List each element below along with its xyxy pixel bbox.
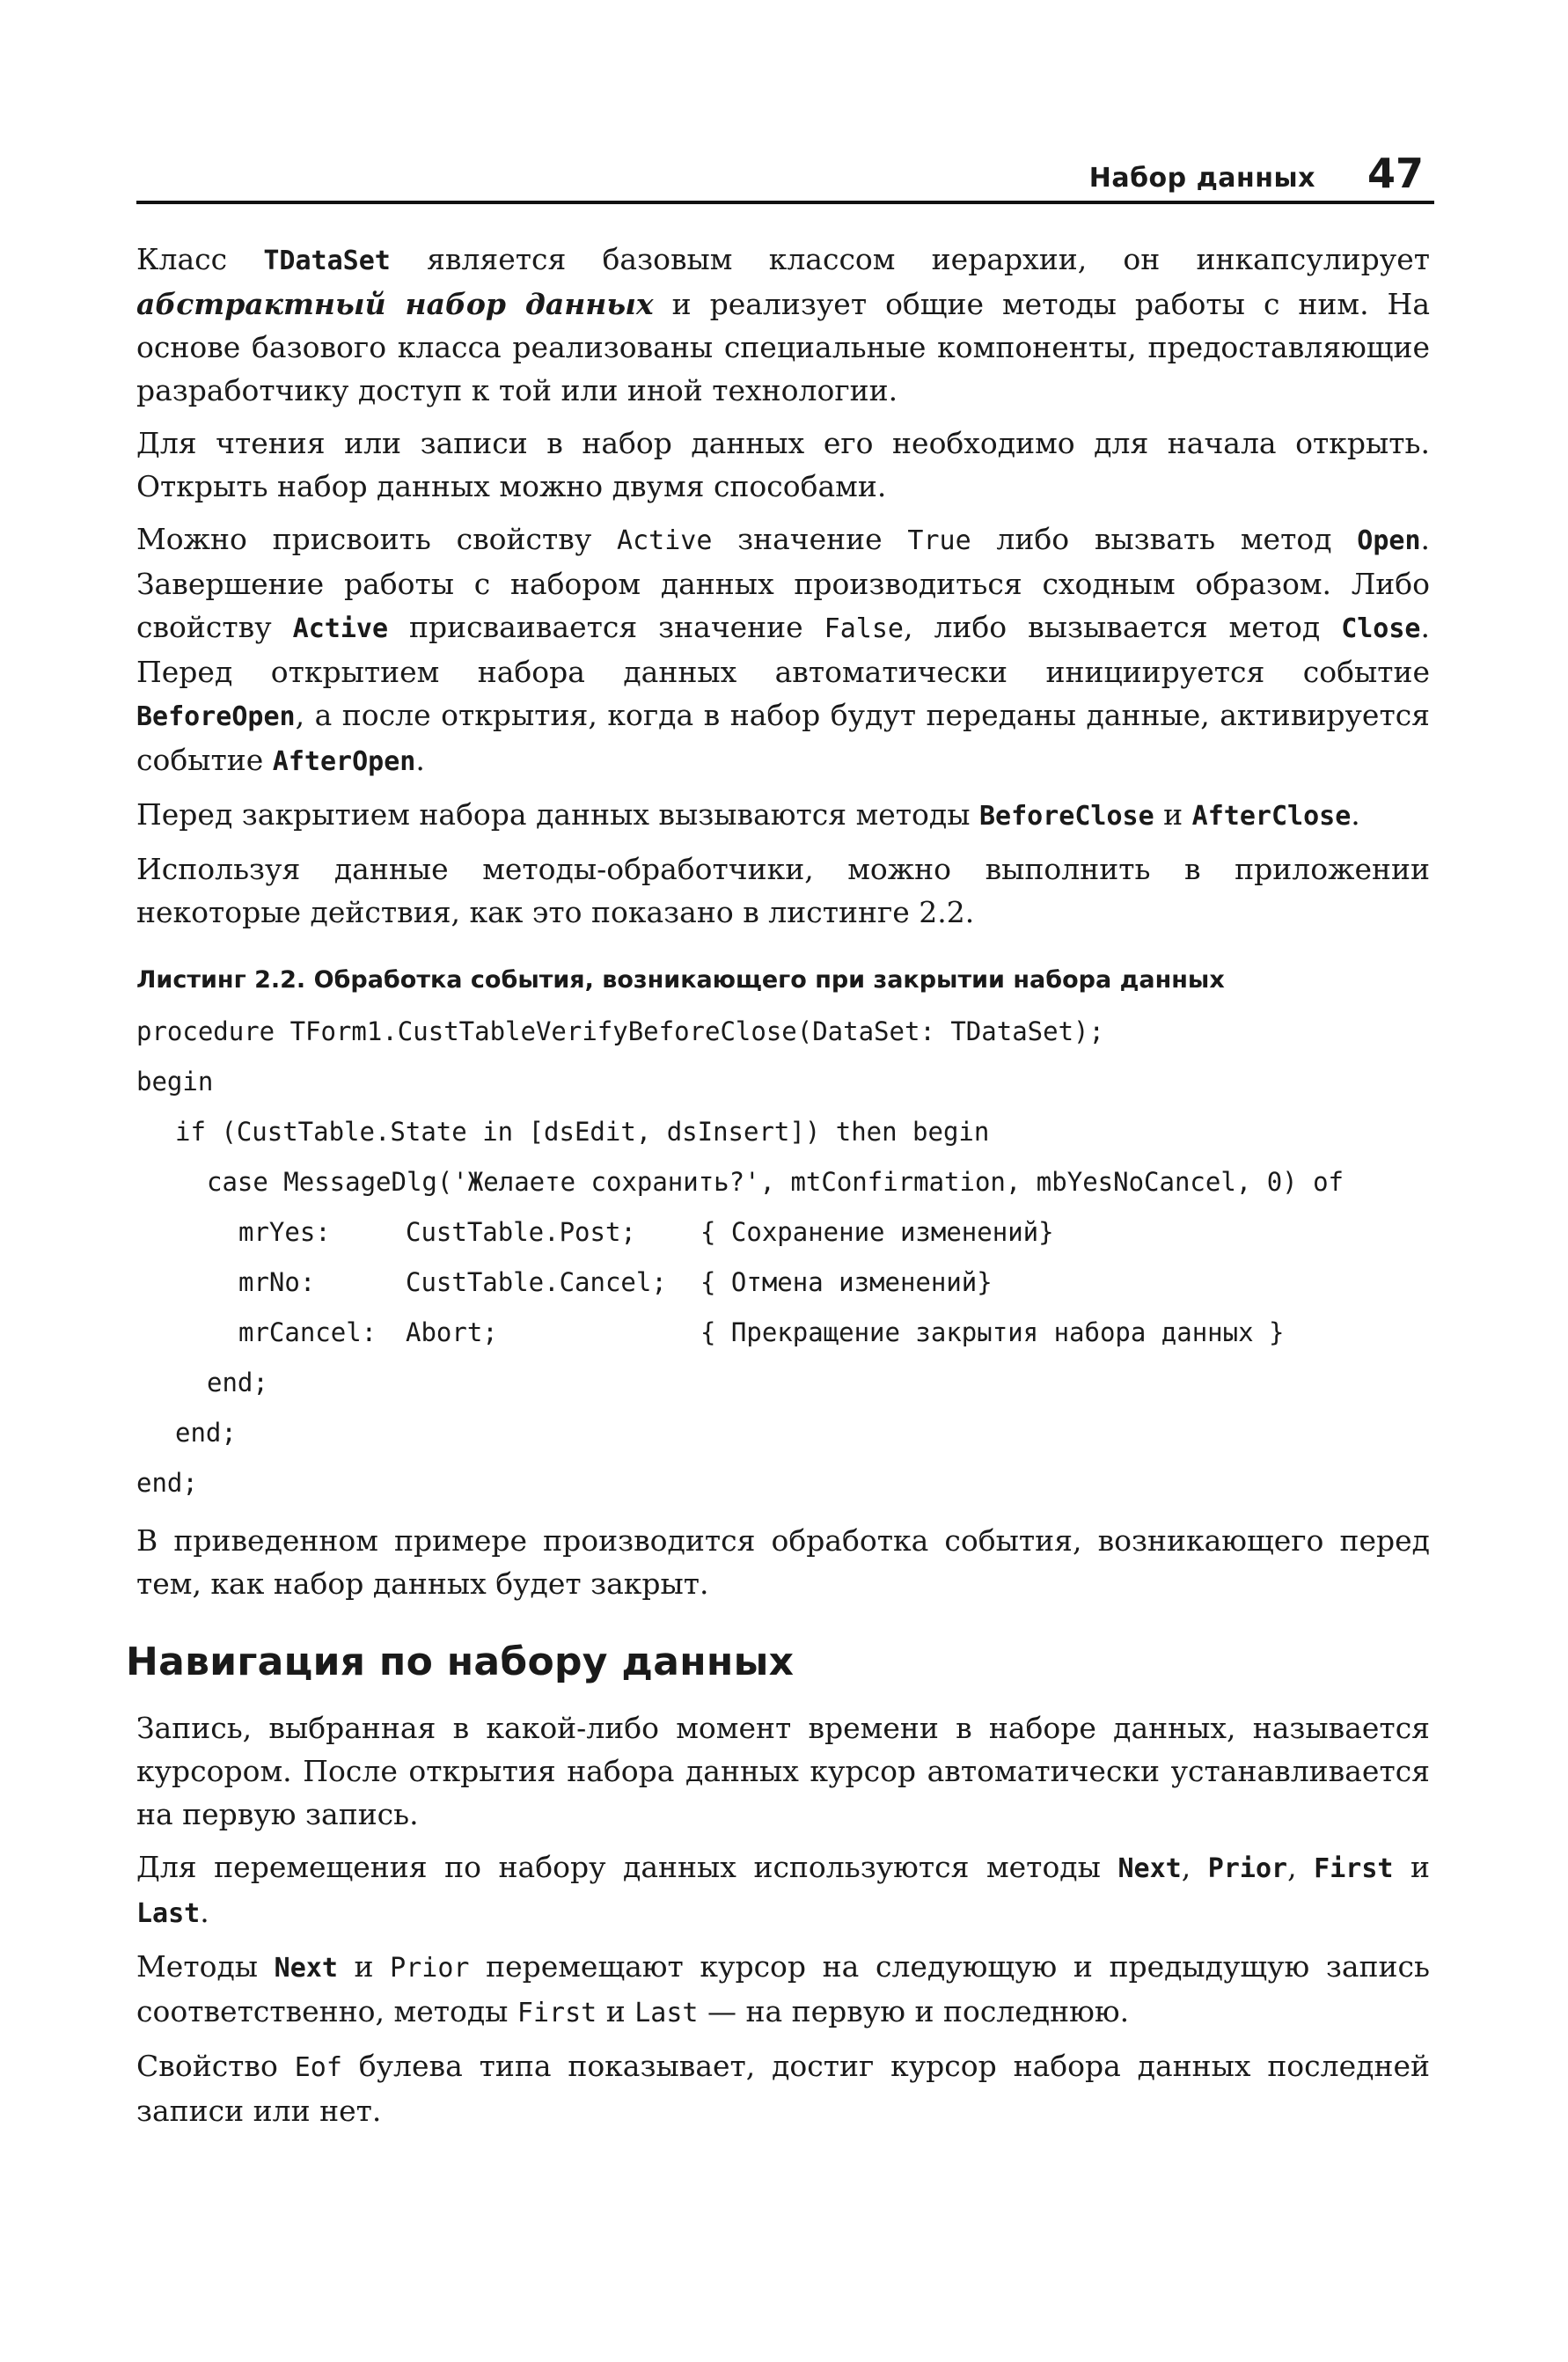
section-heading: Навигация по набору данных [126, 1639, 795, 1684]
text: перемещают курсор на следующую и предыдущую запись соответственно, методы [136, 1949, 1430, 2028]
code-term: Close [1341, 613, 1421, 644]
case-comment: { Прекращение закрытия набора данных } [700, 1317, 1285, 1347]
text: , либо вызывается метод [903, 610, 1342, 644]
case-comment: { Сохранение изменений} [700, 1217, 1054, 1247]
code-term: Prior [390, 1953, 470, 1984]
code-term: True [907, 525, 971, 556]
text: Класс [136, 242, 264, 276]
code-term: Prior [1207, 1853, 1288, 1884]
text: Перед закрытием набора данных вызываются методы [136, 797, 979, 832]
code-line: end; [136, 1468, 198, 1498]
paragraph-nav-methods [136, 1845, 1430, 1935]
text: Свойство [136, 2049, 295, 2083]
code-term: Last [634, 1998, 699, 2028]
code-listing [136, 1007, 1430, 1508]
text: , [1181, 1850, 1208, 1884]
text: , а после открытия, когда в набор будут переданы данные, активируется событие [136, 698, 1430, 777]
code-term: Active [292, 613, 389, 644]
code-line: procedure TForm1.CustTableVerifyBeforeClose(DataSet: TDataSet); [136, 1016, 1104, 1046]
listing-title: Листинг 2.2. Обработка события, возникающего при закрытии набора данных [136, 966, 1225, 994]
case-action: CustTable.Cancel; [406, 1267, 667, 1297]
page-number: 47 [1367, 150, 1424, 197]
paragraph-tdataset [136, 238, 1430, 412]
text: Можно присвоить свойству [136, 522, 618, 556]
code-line: if (CustTable.State in [dsEdit, dsInsert]) then begin [175, 1117, 990, 1147]
text: и реализует общие методы работы с ним. На основе базового класса реализованы специальные компоненты, предоставляющие разработчику доступ к той или иной технологии. [136, 287, 1431, 407]
text: и [1393, 1850, 1431, 1884]
code-case-row [136, 1207, 1430, 1258]
text: либо вызвать метод [971, 522, 1358, 556]
page-body [126, 238, 1431, 2142]
paragraph-next-prior [136, 1945, 1430, 2035]
page-header [136, 141, 1434, 204]
paragraph-cursor: Запись, выбранная в какой-либо момент времени в наборе данных, называется курсором. После открытия набора данных курсор автоматически устанавливается на первую запись. [136, 1711, 1430, 1831]
emphasis-term: абстрактный набор данных [136, 287, 654, 321]
case-action: CustTable.Post; [406, 1217, 636, 1247]
code-term: Active [617, 525, 713, 556]
case-label: mrYes: [238, 1217, 331, 1247]
code-term: Eof [294, 2052, 342, 2083]
text: Для перемещения по набору данных используются методы [136, 1850, 1118, 1884]
text: . Завершение работы с набором данных производиться сходным образом. Либо свойству [136, 522, 1431, 644]
text: — на первую и последнюю. [698, 1994, 1130, 2028]
text: . Перед открытием набора данных автоматически инициируется событие [136, 610, 1430, 689]
code-term: Next [274, 1953, 338, 1984]
paragraph-after-listing: В приведенном примере производится обработка события, возникающего перед тем, как набор данных будет закрыт. [136, 1523, 1430, 1601]
code-term: First [1314, 1853, 1394, 1884]
code-term: TDataSet [263, 246, 391, 276]
paragraph-handlers: Используя данные методы-обработчики, можно выполнить в приложении некоторые действия, как это показано в листинге 2.2. [136, 852, 1430, 929]
case-label: mrCancel: [238, 1317, 377, 1347]
code-case-row [136, 1258, 1430, 1308]
code-term: First [517, 1998, 597, 2028]
code-term: AfterClose [1191, 801, 1352, 832]
running-section-title: Набор данных [1088, 163, 1315, 194]
case-label: mrNo: [238, 1267, 316, 1297]
code-term: BeforeOpen [136, 701, 296, 732]
code-line: case MessageDlg('Желаете сохранить?', mtConfirmation, mbYesNoCancel, 0) of [207, 1167, 1345, 1197]
text: является базовым классом иерархии, он инкапсулирует [390, 242, 1430, 276]
text: Методы [136, 1949, 275, 1984]
text: и [337, 1949, 391, 1984]
text: , [1287, 1850, 1315, 1884]
paragraph-open: Для чтения или записи в набор данных его необходимо для начала открыть. Открыть набор данных можно двумя способами. [136, 426, 1430, 503]
text: присваивается значение [388, 610, 824, 644]
case-action: Abort; [406, 1317, 498, 1347]
text: . [415, 743, 425, 777]
text: булева типа показывает, достиг курсор набора данных последней записи или нет. [136, 2049, 1430, 2128]
code-line: begin [136, 1067, 214, 1097]
code-term: Last [136, 1898, 201, 1929]
code-term: BeforeClose [978, 801, 1154, 832]
code-line: end; [175, 1418, 237, 1448]
paragraph-active [136, 517, 1430, 783]
code-term: False [824, 613, 904, 644]
code-line: end; [207, 1368, 268, 1397]
code-term: Next [1117, 1853, 1182, 1884]
text: и [1154, 797, 1192, 832]
code-term: Open [1357, 525, 1421, 556]
text: значение [712, 522, 908, 556]
paragraph-eof [136, 2044, 1430, 2132]
text: и [597, 1994, 635, 2028]
text: . [200, 1895, 209, 1929]
code-term: AfterOpen [272, 746, 416, 777]
text: . [1351, 797, 1360, 832]
code-case-row [136, 1308, 1430, 1358]
case-comment: { Отмена изменений} [700, 1267, 993, 1297]
paragraph-close [136, 793, 1430, 838]
